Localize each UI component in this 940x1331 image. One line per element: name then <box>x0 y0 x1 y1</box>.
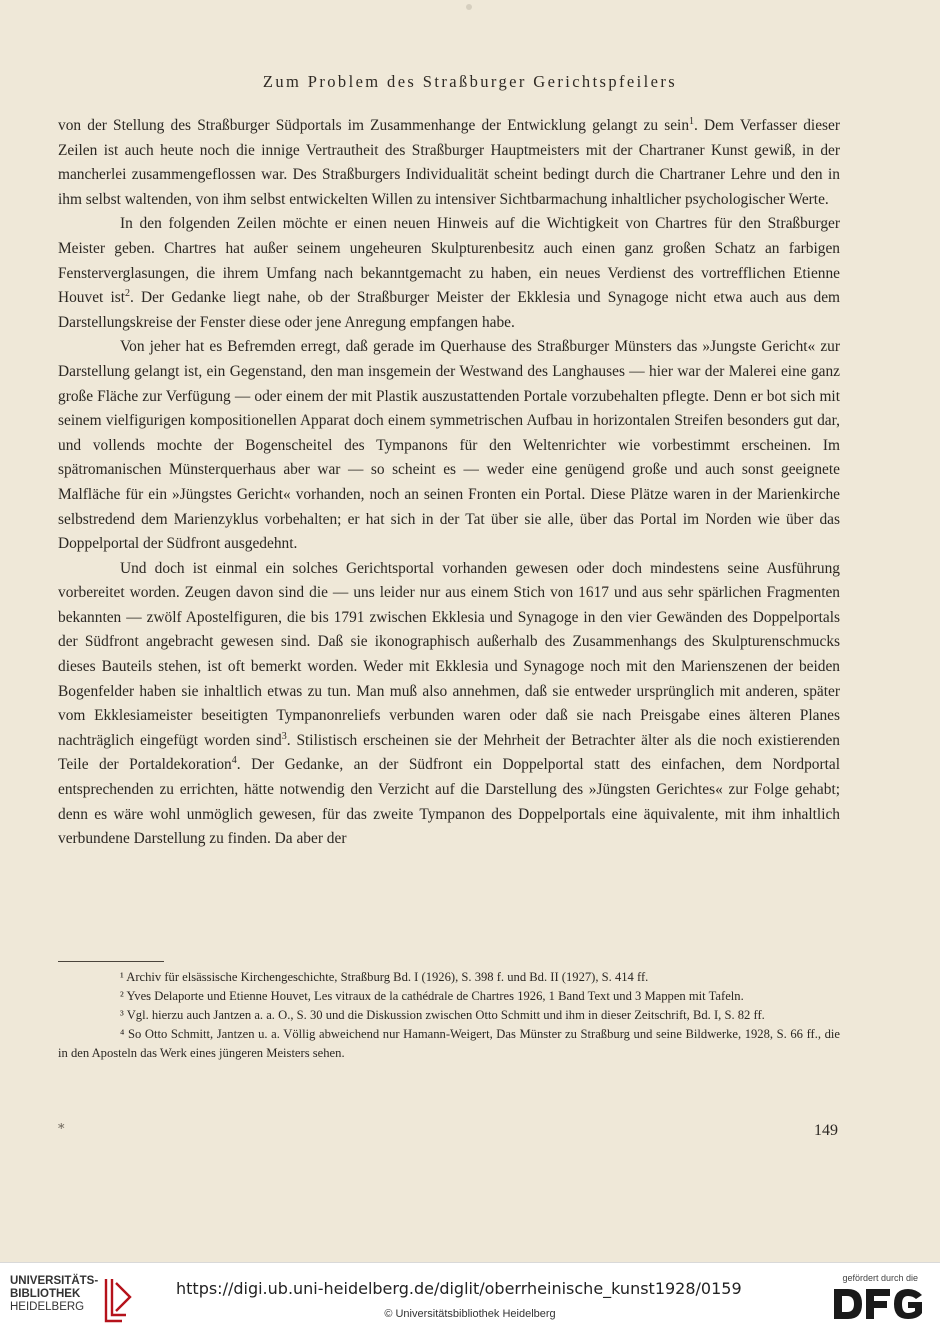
footnote-reference[interactable]: 3 <box>281 730 287 742</box>
paragraph-text: . Stilistisch erscheinen sie der Mehrheit der Betrachter älter als die noch existierenden Teile der Portaldekoration <box>58 731 840 774</box>
ub-logo-line-2: BIBLIOTHEK <box>10 1288 81 1300</box>
paragraph-text: Und doch ist einmal ein solches Gerichtsportal vorhanden gewesen oder doch mindestens seine Ausführung vorbereitet worden. Zeugen davon sind die — uns leider nur aus einem Stich von 1617 und aus sehr spärlichen Fragmenten bekannten — zwölf Apostelfiguren, die bis 1791 zwischen Ekklesia und Synagoge in den vier Gewänden des Doppelportals der Südfront angebracht gewesen sind. Daß sie ikonographisch außerhalb des Zusammenhangs des Skulpturenschmucks dieses Bauteils stehen, ist oft bemerkt worden. Weder mit Ekklesia und Synagoge noch mit den Marienszenen der beiden Bogenfelder haben sie inhaltlich etwas zu tun. Man muß also annehmen, daß sie entweder ursprünglich mit anderen, später vom Ekklesiameister beseitigten Tympanonreliefs verbunden waren oder daß sie nach Preisgabe eines älteren Planes nachträglich eingefügt worden sind <box>58 559 840 749</box>
footnote: ¹ Archiv für elsässische Kirchengeschichte, Straßburg Bd. I (1926), S. 398 f. und Bd. II (1927), S. 414 ff. <box>120 970 649 984</box>
footnote-reference[interactable]: 2 <box>125 288 130 300</box>
body-paragraph <box>58 212 840 335</box>
footnote-reference[interactable]: 1 <box>689 115 695 127</box>
scan-dot <box>466 4 472 10</box>
ub-logo-line-3: HEIDELBERG <box>10 1301 85 1313</box>
paragraph-text: Von jeher hat es Befremden erregt, daß gerade im Querhause des Straßburger Münsters das »Jungste Gericht« zur Darstellung gelangt ist, ein Gegenstand, den man insgemein der Westwand des Langhauses — hier war der Malerei eine ganz große Fläche zur Verfügung — oder einem der mit Plastik auszustattenden Portale vorzubehalten pflegte. Denn er bot sich mit seinem vielfigurigen kompositionellen Apparat doch einem symmetrischen Aufbau in horizontalen Streifen besonders gut dar, und vollends mochte der Bogenscheitel des Tympanons für den Weltenrichter wie vorbestimmt erscheinen. Im spätromanischen Münsterquerhaus aber war — so scheint es — weder eine genügend große und auch sonst geeignete Malfläche für ein »Jüngstes Gericht« vorhanden, noch an seinen Fronten ein Portal. Diese Plätze waren in der Marienkirche selbstredend dem Marienzyklus vorbehalten; er hat sich in der Tat über sie alle, über das Portal im Norden wie über das Doppelportal der Südfront ausgedehnt. <box>58 338 840 553</box>
footer-bar <box>0 1262 940 1331</box>
footnote: ⁴ So Otto Schmitt, Jantzen u. a. Völlig abweichend nur Hamann-Weigert, Das Münster zu Straßburg und seine Bildwerke, 1928, S. 66 ff., die in den Aposteln das Werk eines jüngeren Meisters sehen. <box>58 1027 840 1060</box>
footnote-reference[interactable]: 4 <box>231 755 237 767</box>
ub-logo-line-1: UNIVERSITÄTS- <box>10 1275 99 1287</box>
running-head: Zum Problem des Straßburger Gerichtspfeilers <box>262 72 678 91</box>
body-paragraph <box>58 557 840 852</box>
body-text <box>58 114 840 852</box>
page-number: 149 <box>814 1122 838 1139</box>
paragraph-text: In den folgenden Zeilen möchte er einen neuen Hinweis auf die Wichtigkeit von Chartres für den Straßburger Meister geben. Chartres hat außer seinem ungeheuren Skulpturenbesitz auch einen ganz großen Schatz an farbigen Fensterverglasungen, die ihrem Umfang nach bekanntgemacht zu haben, ein neues Verdienst des vortrefflichen Etienne Houvet ist <box>58 215 840 307</box>
footnotes <box>58 968 840 1063</box>
paragraph-text: . Der Gedanke, an der Südfront ein Doppelportal statt des einfachen, dem Nordportal entsprechenden zu errichten, hätte notwendig den Verzicht auf die Darstellung des »Jüngsten Gerichtes« zur Folge gehabt; denn es wäre wohl unmöglich gewesen, für das zweite Tympanon des Doppelportals eine äquivalente, mit ihm inhaltlich verbundene Darstellung zu finden. Da aber der <box>58 756 840 848</box>
paragraph-text: von der Stellung des Straßburger Südportals im Zusammenhange der Entwicklung gelangt zu sein <box>58 117 690 134</box>
copyright-notice: © Universitätsbibliothek Heidelberg <box>384 1308 556 1320</box>
footnote: ² Yves Delaporte und Etienne Houvet, Les vitraux de la cathédrale de Chartres 1926, 1 Band Text und 3 Mappen mit Tafeln. <box>120 989 744 1003</box>
permalink-url[interactable]: https://digi.ub.uni-heidelberg.de/diglit/oberrheinische_kunst1928/0159 <box>176 1279 742 1298</box>
body-paragraph <box>58 335 840 556</box>
page-foot-mark: * <box>58 1122 65 1137</box>
funding-label: gefördert durch die <box>842 1273 918 1283</box>
footnote-rule <box>58 961 164 962</box>
footnote: ³ Vgl. hierzu auch Jantzen a. a. O., S. 30 und die Diskussion zwischen Otto Schmitt und ihm in dieser Zeitschrift, Bd. I, S. 82 ff. <box>120 1008 765 1022</box>
body-paragraph <box>58 114 840 212</box>
dfg-logo[interactable] <box>832 1287 924 1321</box>
paragraph-text: . Dem Verfasser dieser Zeilen ist auch heute noch die innige Vertrautheit des Straßburger Hauptmeisters mit der Chartraner Kunst gewiß, in der mancherlei zusammengeflossen war. Des Straßburgers Individualität scheint bedingt durch die Chartraner Lehre und den in ihm selbst waltenden, von ihm selbst entwickelten Willen zu intensiver Sichtbarmachung inhaltlicher psychologischer Werte. <box>58 117 840 208</box>
paragraph-text: . Der Gedanke liegt nahe, ob der Straßburger Meister der Ekklesia und Synagoge nicht etwa auch aus dem Darstellungskreise der Fenster diese oder jene Anregung empfangen habe. <box>58 289 840 331</box>
